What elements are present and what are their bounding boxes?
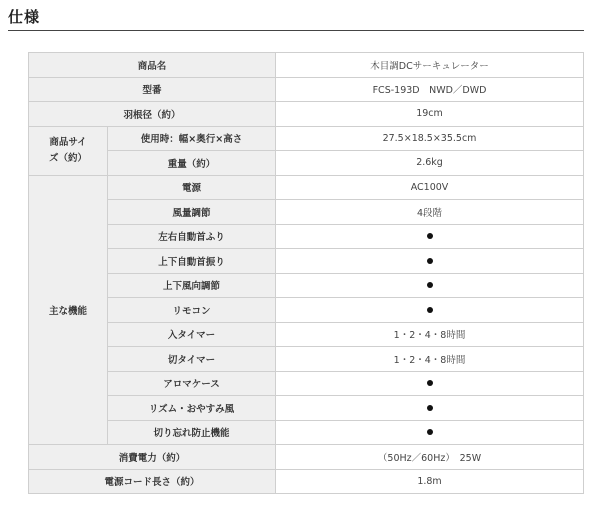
group-label-size	[29, 126, 108, 175]
row-value-blade: 19cm	[276, 102, 584, 127]
row-value-consumption: （50Hz／60Hz） 25W	[276, 445, 584, 470]
row-value-aroma	[276, 371, 584, 396]
bullet-dot-icon	[427, 282, 433, 288]
spec-table	[28, 52, 584, 494]
table-row	[29, 469, 584, 494]
row-value-size-use: 27.5×18.5×35.5cm	[276, 126, 584, 151]
bullet-dot-icon	[427, 258, 433, 264]
row-label-off-timer: 切タイマー	[108, 347, 276, 372]
row-value-lr-swing	[276, 224, 584, 249]
row-value-forget-prevention	[276, 420, 584, 445]
table-row	[29, 396, 584, 421]
row-label-power: 電源	[108, 175, 276, 200]
table-row	[29, 77, 584, 102]
row-value-product-name: 木目調DCサーキュレーター	[276, 53, 584, 78]
bullet-dot-icon	[427, 405, 433, 411]
row-label-rhythm: リズム・おやすみ風	[108, 396, 276, 421]
row-label-consumption: 消費電力（約）	[29, 445, 276, 470]
table-row	[29, 102, 584, 127]
row-label-ud-direction: 上下風向調節	[108, 273, 276, 298]
table-row	[29, 151, 584, 176]
section-heading: 仕様	[8, 8, 41, 26]
table-row	[29, 224, 584, 249]
row-label-blade: 羽根径（約）	[29, 102, 276, 127]
table-row	[29, 445, 584, 470]
table-row	[29, 371, 584, 396]
table-row	[29, 200, 584, 225]
table-row	[29, 273, 584, 298]
bullet-dot-icon	[427, 233, 433, 239]
bullet-dot-icon	[427, 429, 433, 435]
group-label-size-text: 商品サイズ（約）	[48, 136, 87, 164]
bullet-dot-icon	[427, 307, 433, 313]
bullet-dot-icon	[427, 380, 433, 386]
table-row	[29, 420, 584, 445]
row-label-weight: 重量（約）	[108, 151, 276, 176]
group-label-main-functions: 主な機能	[29, 175, 108, 445]
row-value-remote	[276, 298, 584, 323]
table-row	[29, 249, 584, 274]
row-value-ud-swing	[276, 249, 584, 274]
row-value-power: AC100V	[276, 175, 584, 200]
row-value-rhythm	[276, 396, 584, 421]
row-label-lr-swing: 左右自動首ふり	[108, 224, 276, 249]
row-label-size-use: 使用時：幅×奥行×高さ	[108, 126, 276, 151]
row-value-off-timer: 1・2・4・8時間	[276, 347, 584, 372]
row-label-aroma: アロマケース	[108, 371, 276, 396]
table-row	[29, 322, 584, 347]
table-row	[29, 175, 584, 200]
table-row	[29, 126, 584, 151]
row-label-product-name: 商品名	[29, 53, 276, 78]
row-label-cord: 電源コード長さ（約）	[29, 469, 276, 494]
row-label-model: 型番	[29, 77, 276, 102]
table-row	[29, 347, 584, 372]
row-value-cord: 1.8m	[276, 469, 584, 494]
row-label-airflow: 風量調節	[108, 200, 276, 225]
row-value-ud-direction	[276, 273, 584, 298]
row-label-remote: リモコン	[108, 298, 276, 323]
row-value-on-timer: 1・2・4・8時間	[276, 322, 584, 347]
heading-divider	[8, 30, 584, 31]
row-value-model: FCS-193D NWD／DWD	[276, 77, 584, 102]
row-label-forget-prevention: 切り忘れ防止機能	[108, 420, 276, 445]
row-value-weight: 2.6kg	[276, 151, 584, 176]
table-row	[29, 298, 584, 323]
table-row	[29, 53, 584, 78]
row-value-airflow: 4段階	[276, 200, 584, 225]
row-label-ud-swing: 上下自動首振り	[108, 249, 276, 274]
row-label-on-timer: 入タイマー	[108, 322, 276, 347]
